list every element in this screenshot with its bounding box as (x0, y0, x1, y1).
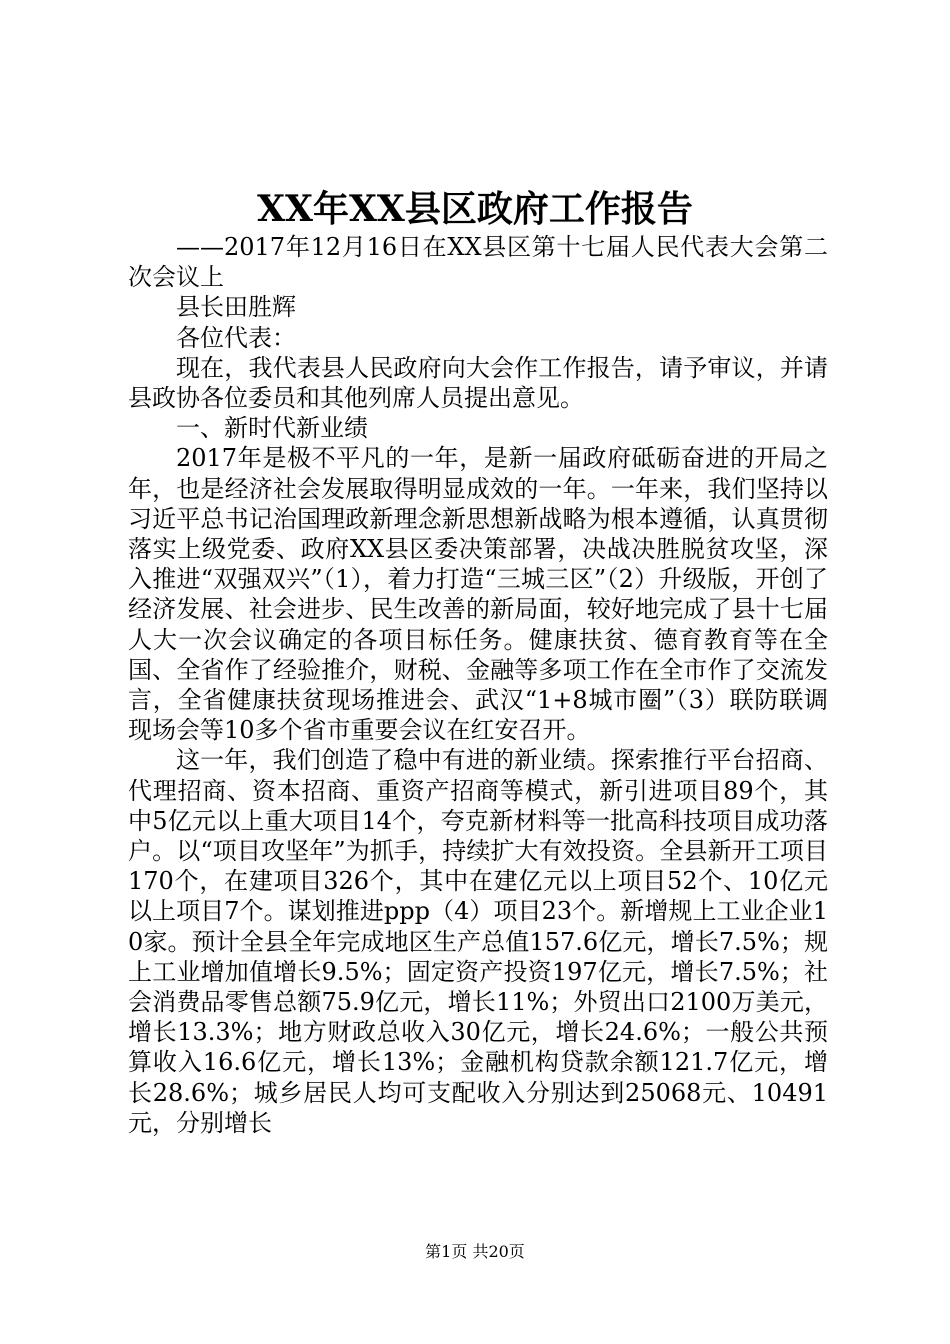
document-body (128, 232, 828, 1138)
section-heading: 一、新时代新业绩 (176, 414, 368, 443)
subtitle-paragraph: ——2017年12月16日在XX县区第十七届人民代表大会第二次会议上 (128, 233, 828, 292)
page-number-footer: 第1页 共20页 (425, 1242, 525, 1261)
speaker-paragraph: 县长田胜辉 (176, 293, 296, 322)
page-title: XX年XX县区政府工作报告 (257, 188, 693, 230)
intro-paragraph: 现在，我代表县人民政府向大会作工作报告，请予审议，并请县政协各位委员和其他列席人员提出意见。 (128, 353, 828, 413)
body-paragraph: 这一年，我们创造了稳中有进的新业绩。探索推行平台招商、代理招商、资本招商、重资产招商等模式，新引进项目89个，其中5亿元以上重大项目14个，夸克新材料等一批高科技项目成功落户。以“项目攻坚年”为抓手，持续扩大有效投资。全县新开工项目170个，在建项目326个，其中在建亿元以上项目52个、10亿元以上项目7个。谋划推进ppp（4）项目23个。新增规上工业企业10家。预计全县全年完成地区生产总值157.6亿元，增长7.5%；规上工业增加值增长9.5%；固定资产投资197亿元，增长7.5%；社会消费品零售总额75.9亿元，增长11%；外贸出口2100万美元，增长13.3%；地方财政总收入30亿元，增长24.6%；一般公共预算收入16.6亿元，增长13%；金融机构贷款余额121.7亿元，增长28.6%；城乡居民人均可支配收入分别达到25068元、10491元，分别增长 (128, 746, 828, 1137)
body-paragraph: 2017年是极不平凡的一年，是新一届政府砥砺奋进的开局之年，也是经济社会发展取得明显成效的一年。一年来，我们坚持以习近平总书记治国理政新理念新思想新战略为根本遵循，认真贯彻落实上级党委、政府XX县区委决策部署，决战决胜脱贫攻坚，深入推进“双强双兴”（1），着力打造“三城三区”（2）升级版，开创了经济发展、社会进步、民生改善的新局面，较好地完成了县十七届人大一次会议确定的各项目标任务。健康扶贫、德育教育等在全国、全省作了经验推介，财税、金融等多项工作在全市作了交流发言，全省健康扶贫现场推进会、武汉“1+8城市圈”（3）联防联调现场会等10多个省市重要会议在红安召开。 (128, 444, 828, 745)
salutation-paragraph: 各位代表： (176, 323, 296, 352)
